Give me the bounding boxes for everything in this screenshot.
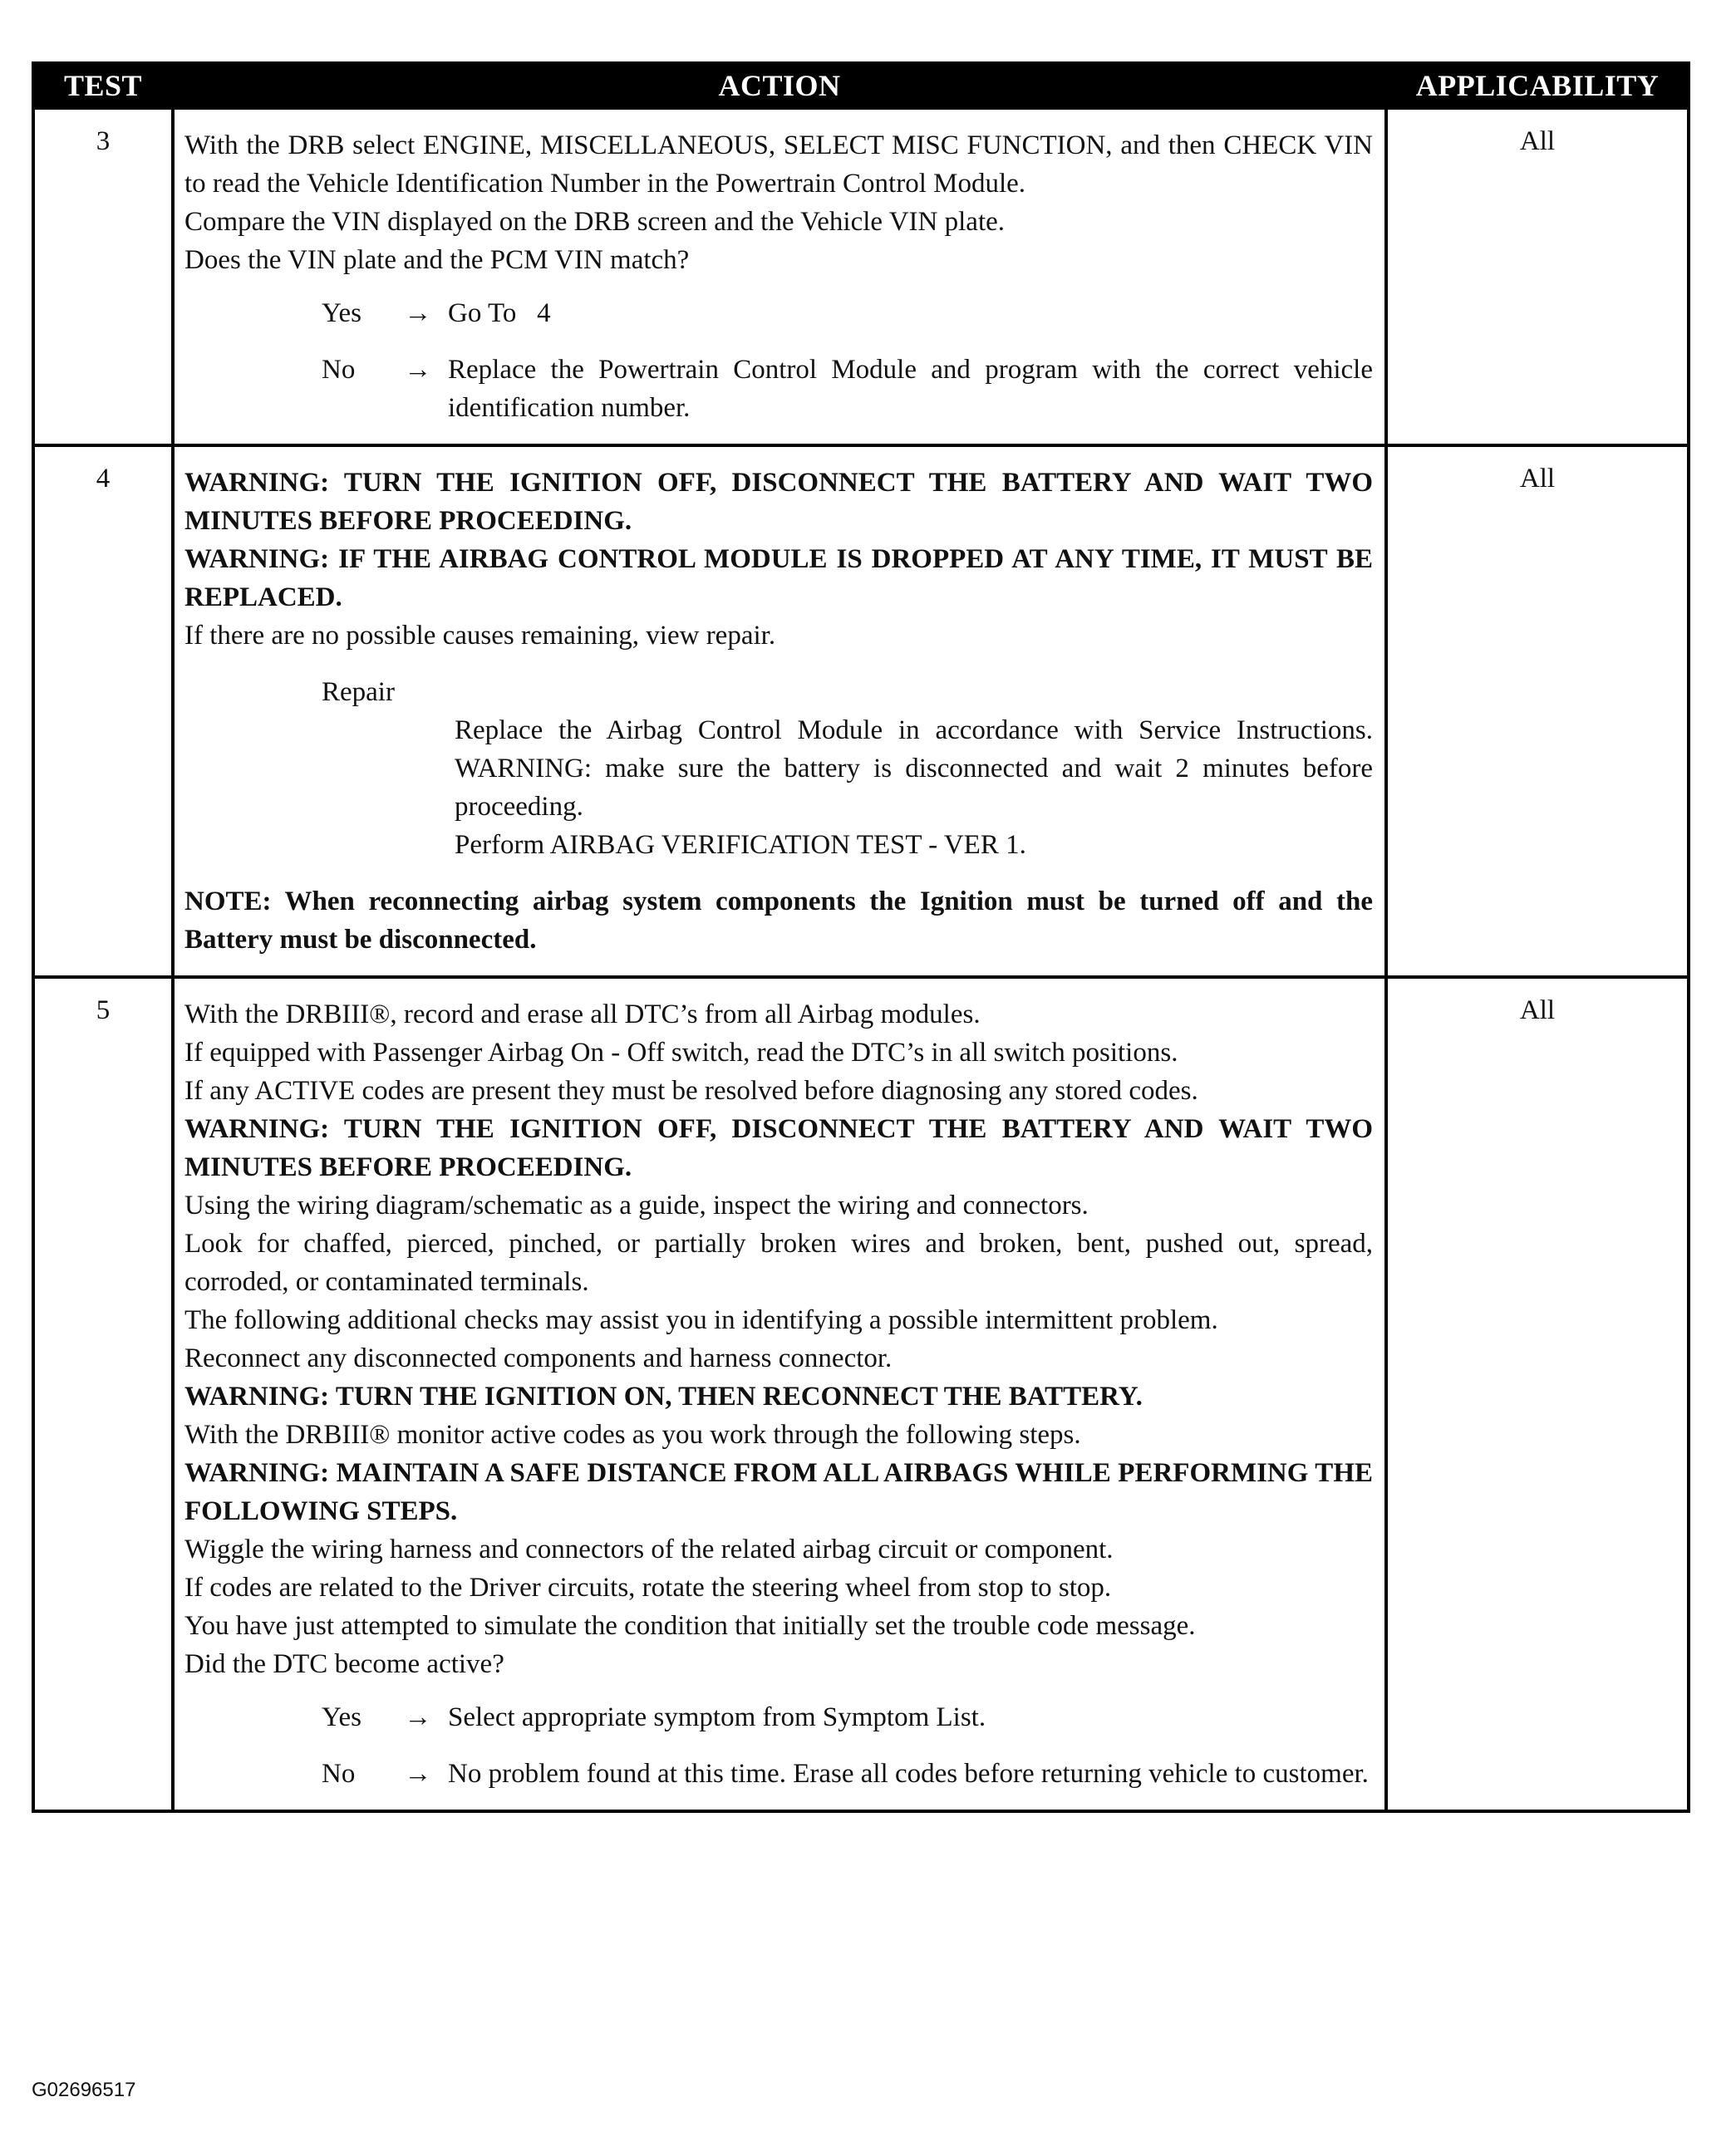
diagnostic-table — [32, 61, 1690, 1813]
yes-text: Select appropriate symptom from Symptom List. — [448, 1702, 986, 1732]
warning-text: WARNING: MAINTAIN A SAFE DISTANCE FROM ALL AIRBAGS WHILE PERFORMING THE FOLLOWING STEPS. — [184, 1458, 1373, 1526]
repair-label: Repair — [322, 677, 395, 707]
note-text: NOTE: When reconnecting airbag system components the Ignition must be turned off and the Battery must be disconnected. — [184, 886, 1373, 955]
table-row-test-5 — [33, 977, 1689, 1811]
applicability-value: All — [1386, 445, 1689, 977]
figure-id: G02696517 — [32, 2079, 136, 2101]
header-action: ACTION — [173, 63, 1386, 108]
arrow-icon: → — [404, 298, 432, 328]
action-line: Did the DTC become active? — [184, 1649, 504, 1679]
yes-label: Yes — [322, 1702, 362, 1732]
arrow-icon: → — [404, 355, 432, 385]
header-test: TEST — [33, 63, 173, 108]
repair-text: Replace the Airbag Control Module in accordance with Service Instructions. WARNING: make sure the battery is disconnected and wait 2 minutes before proceeding. — [455, 715, 1373, 822]
action-line: With the DRBIII®, record and erase all DTC’s from all Airbag modules. — [184, 999, 981, 1029]
action-line: With the DRB select ENGINE, MISCELLANEOUS, SELECT MISC FUNCTION, and then CHECK VIN to read the Vehicle Identification Number in the Powertrain Control Module. — [184, 130, 1373, 199]
applicability-value: All — [1386, 977, 1689, 1811]
table-header-row — [33, 63, 1689, 108]
repair-perform: Perform AIRBAG VERIFICATION TEST - VER 1. — [455, 830, 1026, 860]
yes-branch — [322, 1698, 1373, 1736]
action-cell — [173, 445, 1386, 977]
yes-branch — [322, 294, 1373, 332]
arrow-icon: → — [404, 1702, 432, 1732]
action-line: If there are no possible causes remaining, view repair. — [184, 621, 776, 651]
no-label: No — [322, 355, 356, 385]
warning-text: WARNING: TURN THE IGNITION OFF, DISCONNECT THE BATTERY AND WAIT TWO MINUTES BEFORE PROCEEDING. — [184, 468, 1373, 536]
table-row-test-3 — [33, 108, 1689, 445]
action-line: Reconnect any disconnected components and harness connector. — [184, 1343, 893, 1373]
action-line: Using the wiring diagram/schematic as a guide, inspect the wiring and connectors. — [184, 1191, 1089, 1220]
table-row-test-4 — [33, 445, 1689, 977]
warning-text: WARNING: TURN THE IGNITION OFF, DISCONNECT THE BATTERY AND WAIT TWO MINUTES BEFORE PROCEEDING. — [184, 1114, 1373, 1182]
action-line: If any ACTIVE codes are present they must be resolved before diagnosing any stored codes. — [184, 1076, 1198, 1106]
no-branch — [322, 351, 1373, 427]
action-cell — [173, 977, 1386, 1811]
action-line: Look for chaffed, pierced, pinched, or partially broken wires and broken, bent, pushed out, spread, corroded, or contaminated terminals. — [184, 1229, 1373, 1297]
action-line: Does the VIN plate and the PCM VIN match? — [184, 245, 690, 275]
action-line: Compare the VIN displayed on the DRB screen and the Vehicle VIN plate. — [184, 207, 1006, 237]
action-line: You have just attempted to simulate the condition that initially set the trouble code message. — [184, 1611, 1196, 1641]
no-text: Replace the Powertrain Control Module and program with the correct vehicle identification number. — [448, 355, 1373, 423]
yes-text: Go To 4 — [448, 298, 551, 328]
arrow-icon: → — [404, 1759, 432, 1789]
no-label: No — [322, 1759, 356, 1789]
header-applicability: APPLICABILITY — [1386, 63, 1689, 108]
action-line: If codes are related to the Driver circuits, rotate the steering wheel from stop to stop. — [184, 1573, 1112, 1603]
action-line: Wiggle the wiring harness and connectors of the related airbag circuit or component. — [184, 1535, 1114, 1564]
no-branch — [322, 1755, 1373, 1793]
action-line: With the DRBIII® monitor active codes as you work through the following steps. — [184, 1420, 1081, 1450]
action-cell — [173, 108, 1386, 445]
warning-text: WARNING: IF THE AIRBAG CONTROL MODULE IS DROPPED AT ANY TIME, IT MUST BE REPLACED. — [184, 544, 1373, 612]
action-line: The following additional checks may assist you in identifying a possible intermittent problem. — [184, 1305, 1218, 1335]
yes-label: Yes — [322, 298, 362, 328]
test-number: 3 — [33, 108, 173, 445]
applicability-value: All — [1386, 108, 1689, 445]
action-line: If equipped with Passenger Airbag On - Off switch, read the DTC’s in all switch positions. — [184, 1038, 1178, 1068]
warning-text: WARNING: TURN THE IGNITION ON, THEN RECONNECT THE BATTERY. — [184, 1382, 1143, 1412]
test-number: 4 — [33, 445, 173, 977]
test-number: 5 — [33, 977, 173, 1811]
no-text: No problem found at this time. Erase all codes before returning vehicle to customer. — [448, 1759, 1369, 1789]
